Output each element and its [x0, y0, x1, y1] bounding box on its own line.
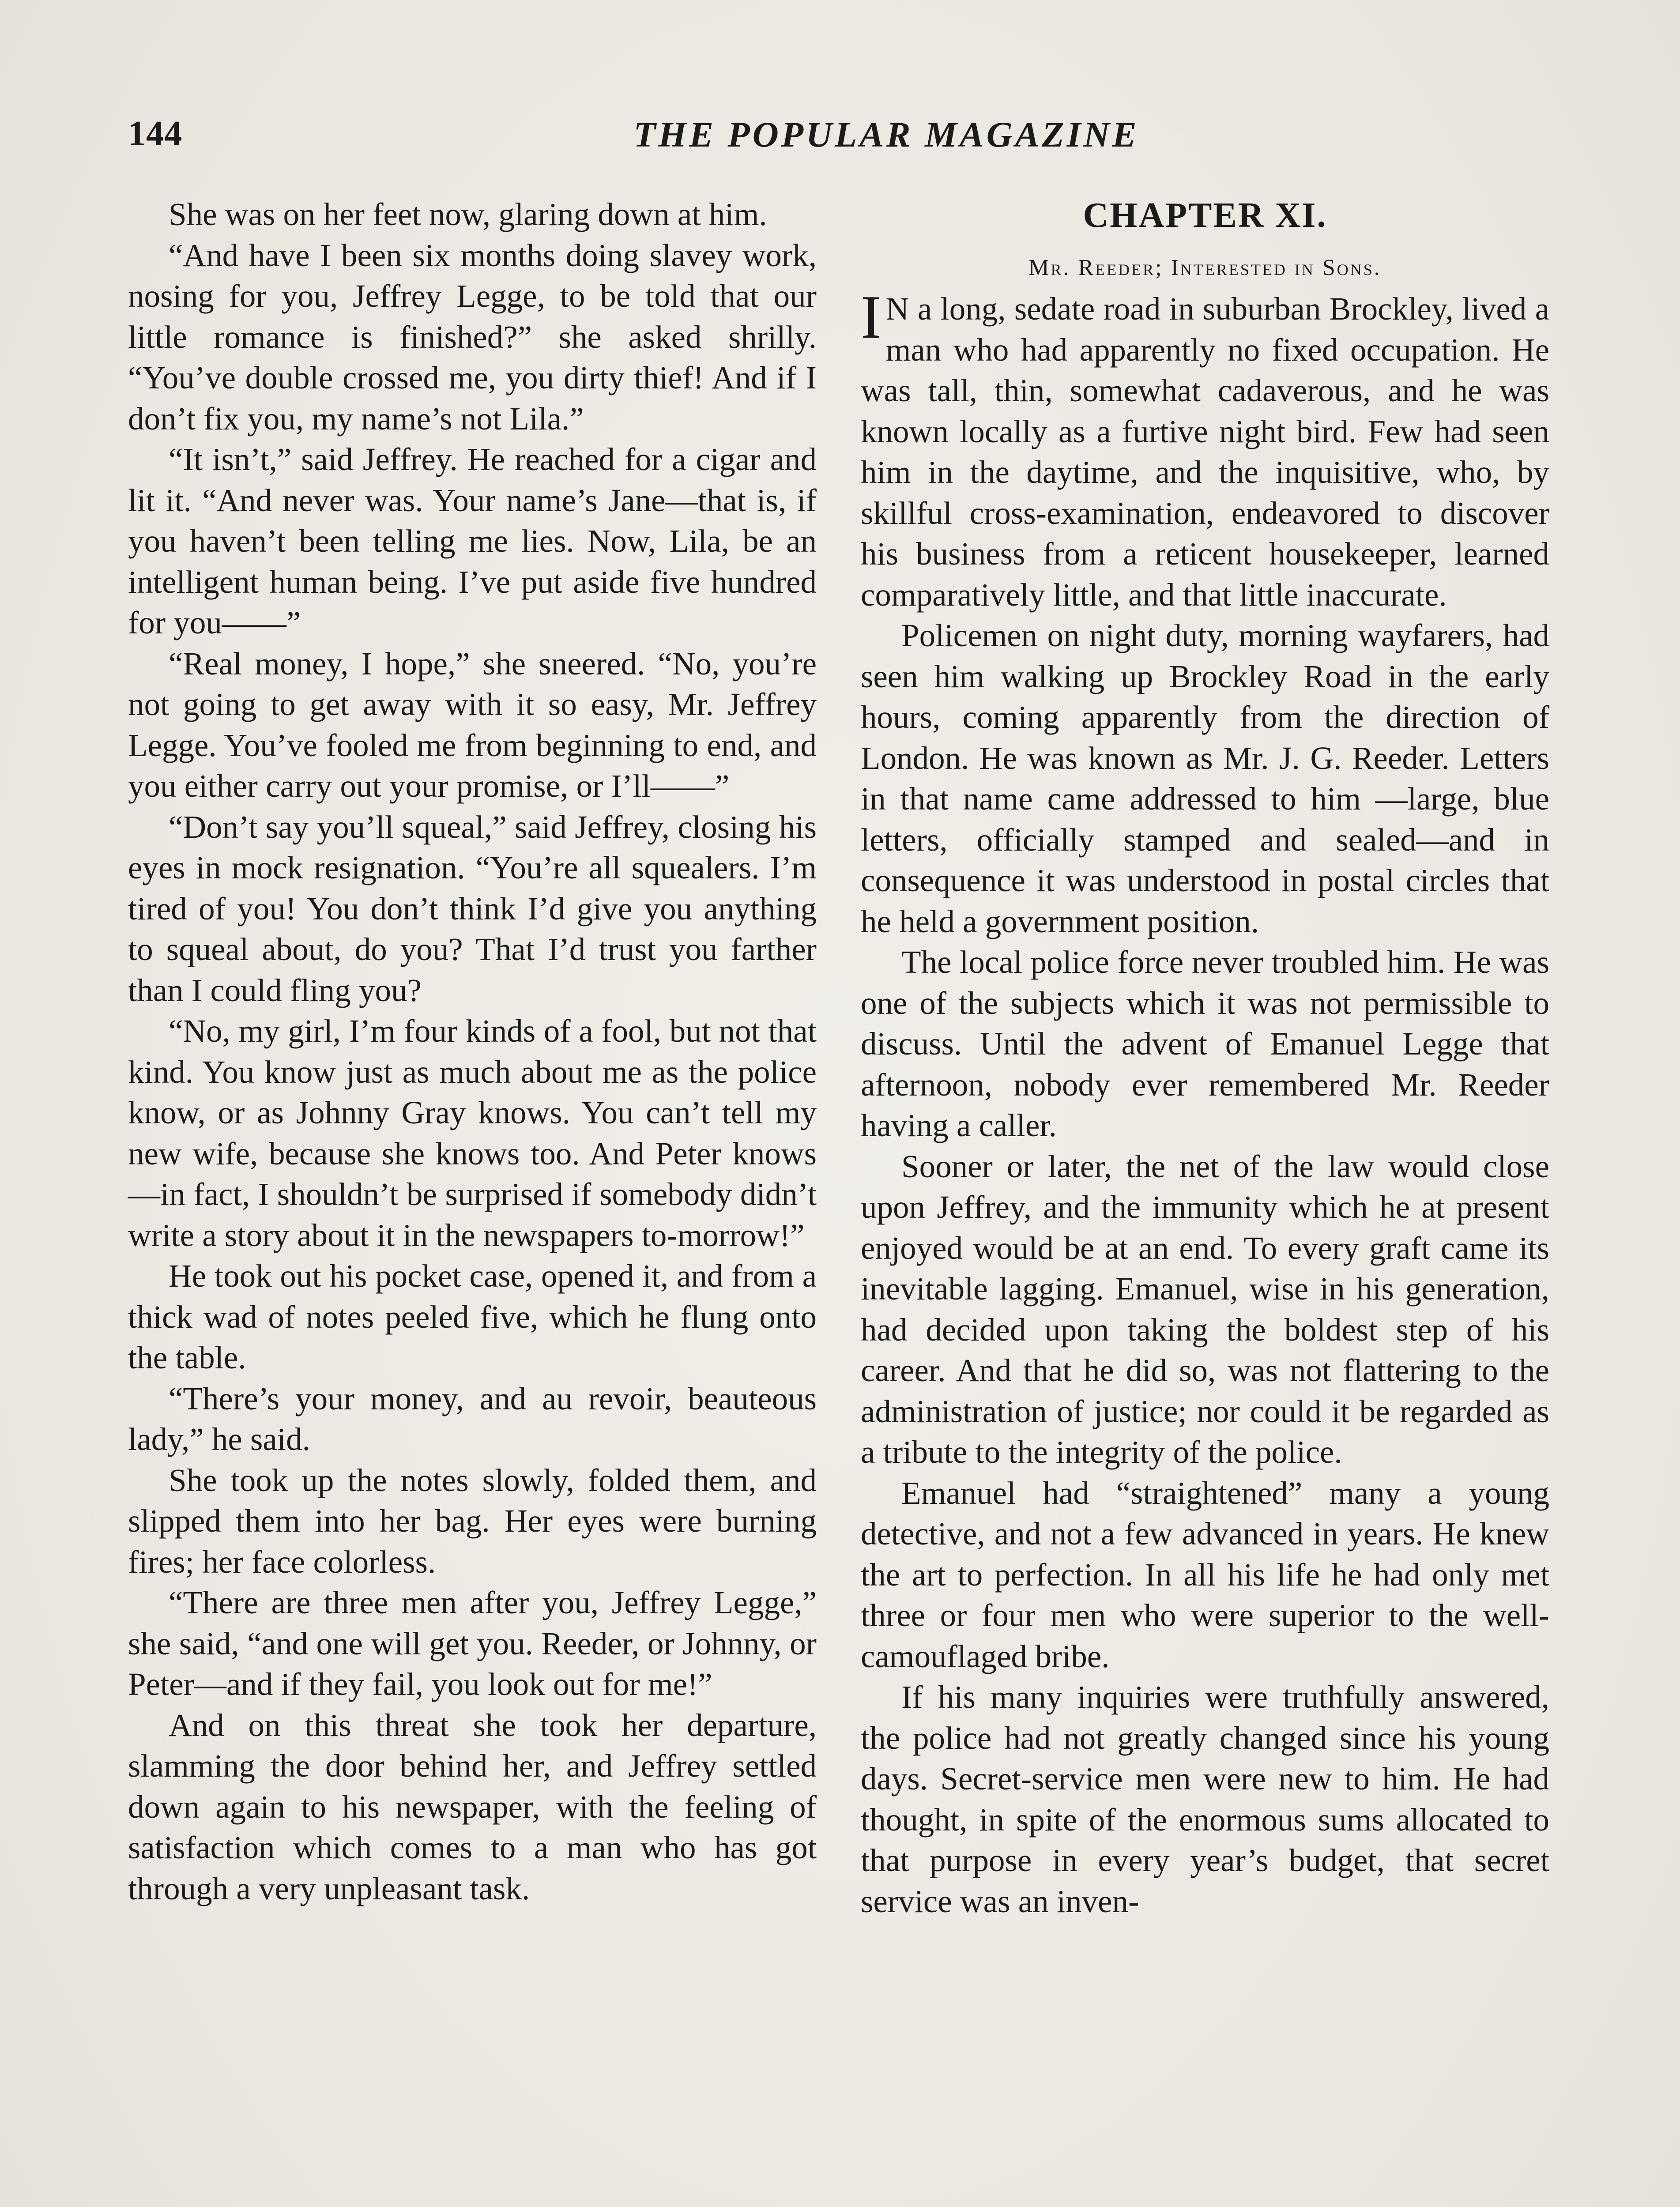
- paragraph: Emanuel had “straightened” many a young detective, and not a few advanced in years. He knew the art to perfection. In all his life he had only met three or four men who were superior to the well-camouflaged bribe.: [861, 1475, 1549, 1674]
- chapter-heading: CHAPTER XI.: [1083, 196, 1327, 235]
- paragraph: “Don’t say you’ll squeal,” said Jeffrey, closing his eyes in mock resignation. “You’re all squealers. I’m tired of you! You don’t think I’d give you anything to squeal about, do you? That I’d trust you farther than I could fling you?: [128, 809, 817, 1008]
- paragraph: “There are three men after you, Jeffrey Legge,” she said, “and one will get you. Reeder, or Johnny, or Peter—and if they fail, you look out for me!”: [128, 1585, 817, 1702]
- paragraph: “Real money, I hope,” she sneered. “No, you’re not going to get away with it so easy, Mr. Jeffrey Legge. You’ve fooled me from beginning to end, and you either carry out your promise, or I’ll——”: [128, 645, 817, 804]
- paragraph: “It isn’t,” said Jeffrey. He reached for a cigar and lit it. “And never was. Your name’s Jane—that is, if you haven’t been telling me lies. Now, Lila, be an intelligent human being. I’ve put aside five hundred for you——”: [128, 441, 817, 640]
- chapter-subtitle: Mr. Reeder; Interested in Sons.: [1028, 255, 1382, 280]
- paragraph: The local police force never troubled him. He was one of the subjects which it was not permissible to discuss. Until the advent of Emanuel Legge that afternoon, nobody ever remembered Mr. Reeder having a caller.: [861, 944, 1549, 1143]
- paragraph: Policemen on night duty, morning wayfarers, had seen him walking up Brockley Road in the early hours, coming apparently from the direction of London. He was known as Mr. J. G. Reeder. Letters in that name came addressed to him —large, blue letters, officially stamped and sealed—and in consequence it was understood in postal circles that he held a government position.: [861, 618, 1549, 939]
- left-column: [128, 194, 817, 1909]
- drop-cap: I: [861, 283, 881, 351]
- running-head: [128, 114, 1552, 167]
- paragraph: She was on her feet now, glaring down at him.: [169, 196, 767, 232]
- paragraph: “No, my girl, I’m four kinds of a fool, but not that kind. You know just as much about me as the police know, or as Johnny Gray knows. You can’t tell my new wife, because she knows too. And Peter knows—in fact, I shouldn’t be surprised if somebody didn’t write a story about it in the newspapers to-morrow!”: [128, 1013, 817, 1253]
- paragraph: “And have I been six months doing slavey work, nosing for you, Jeffrey Legge, to be told that our little romance is finished?” she asked shrilly. “You’ve double crossed me, you dirty thief! And if I don’t fix you, my name’s not Lila.”: [128, 237, 817, 437]
- paragraph: And on this threat she took her departure, slamming the door behind her, and Jeffrey settled down again to his newspaper, with the feeling of satisfaction which comes to a man who has got through a very unpleasant task.: [128, 1707, 817, 1906]
- paragraph: “There’s your money, and au revoir, beauteous lady,” he said.: [128, 1380, 817, 1457]
- paragraph: If his many inquiries were truthfully answered, the police had not greatly changed since his young days. Secret-service men were new to him. He had thought, in spite of the enormous sums allocated to that purpose in every year’s budget, that secret service was an inven-: [861, 1679, 1549, 1919]
- opening-paragraph: [861, 283, 1549, 615]
- paragraph: She took up the notes slowly, folded them, and slipped them into her bag. Her eyes were burning fires; her face colorless.: [128, 1462, 817, 1580]
- magazine-title: THE POPULAR MAGAZINE: [633, 114, 1139, 154]
- paragraph: He took out his pocket case, opened it, and from a thick wad of notes peeled five, which he flung onto the table.: [128, 1258, 817, 1375]
- right-column: [861, 194, 1549, 1922]
- page-number: 144: [128, 114, 182, 153]
- opening-paragraph-text: N a long, sedate road in suburban Brockley, lived a man who had apparently no fixed occupation. He was tall, thin, somewhat cadaverous, and he was known locally as a furtive night bird. Few had seen him in the daytime, and the inquisitive, who, by skillful cross-examination, endeavored to discover his business from a reticent housekeeper, learned comparatively little, and that little inaccurate.: [861, 291, 1549, 613]
- paragraph: Sooner or later, the net of the law would close upon Jeffrey, and the immunity which he at present enjoyed would be at an end. To every graft came its inevitable lagging. Emanuel, wise in his generation, had decided upon taking the boldest step of his career. And that he did so, was not flattering to the administration of justice; nor could it be regarded as a tribute to the integrity of the police.: [861, 1148, 1549, 1470]
